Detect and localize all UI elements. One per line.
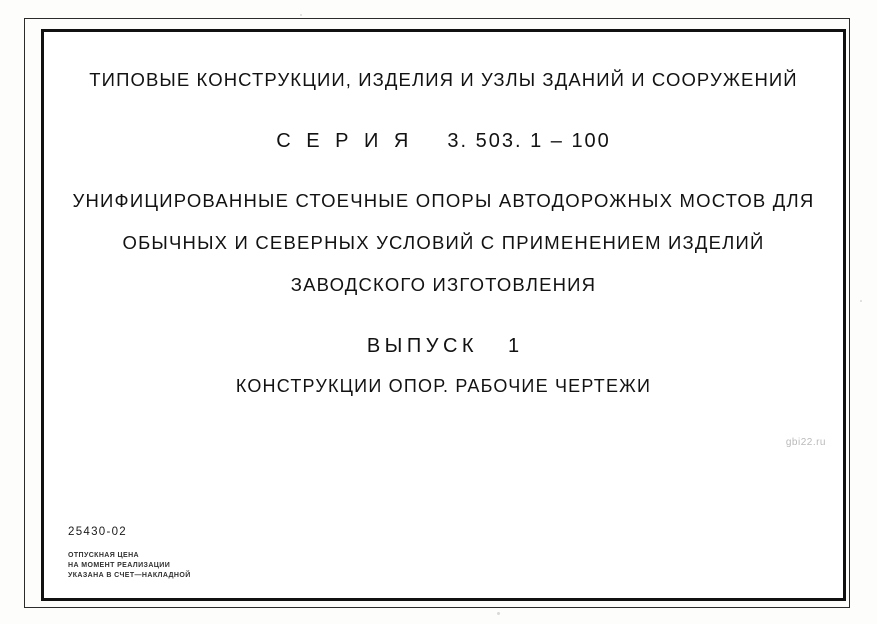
document-heading: ТИПОВЫЕ КОНСТРУКЦИИ, ИЗДЕЛИЯ И УЗЛЫ ЗДАНИЙ И СООРУЖЕНИЙ (89, 69, 798, 90)
document-code: 25430-02 (68, 526, 127, 538)
document-subtitle: КОНСТРУКЦИИ ОПОР. РАБОЧИЕ ЧЕРТЕЖИ (235, 376, 652, 396)
series-number: 3. 503. 1 – 100 (447, 130, 611, 152)
series-label: С Е Р И Я (276, 130, 414, 152)
price-note-line-2: НА МОМЕНТ РЕАЛИЗАЦИИ (68, 562, 171, 570)
scan-speck (860, 300, 862, 302)
description-line-2: ОБЫЧНЫХ И СЕВЕРНЫХ УСЛОВИЙ С ПРИМЕНЕНИЕМ ИЗДЕЛИЙ (122, 232, 765, 253)
issue-line (41, 336, 846, 356)
watermark-text: gbi22.ru (785, 437, 826, 448)
price-note (68, 551, 191, 581)
series-line (41, 131, 846, 151)
scan-speck (300, 14, 302, 16)
description-line-3: ЗАВОДСКОГО ИЗГОТОВЛЕНИЯ (290, 274, 597, 295)
sheet-content (41, 29, 846, 601)
issue-label: ВЫПУСК (366, 335, 479, 357)
price-note-line-1: ОТПУСКНАЯ ЦЕНА (68, 552, 140, 559)
price-note-line-3: УКАЗАНА В СЧЕТ—НАКЛАДНОЙ (68, 572, 191, 580)
description-line-1: УНИФИЦИРОВАННЫЕ СТОЕЧНЫЕ ОПОРЫ АВТОДОРОЖНЫХ МОСТОВ ДЛЯ (72, 190, 815, 211)
scan-speck (497, 612, 500, 615)
issue-number: 1 (508, 335, 521, 357)
